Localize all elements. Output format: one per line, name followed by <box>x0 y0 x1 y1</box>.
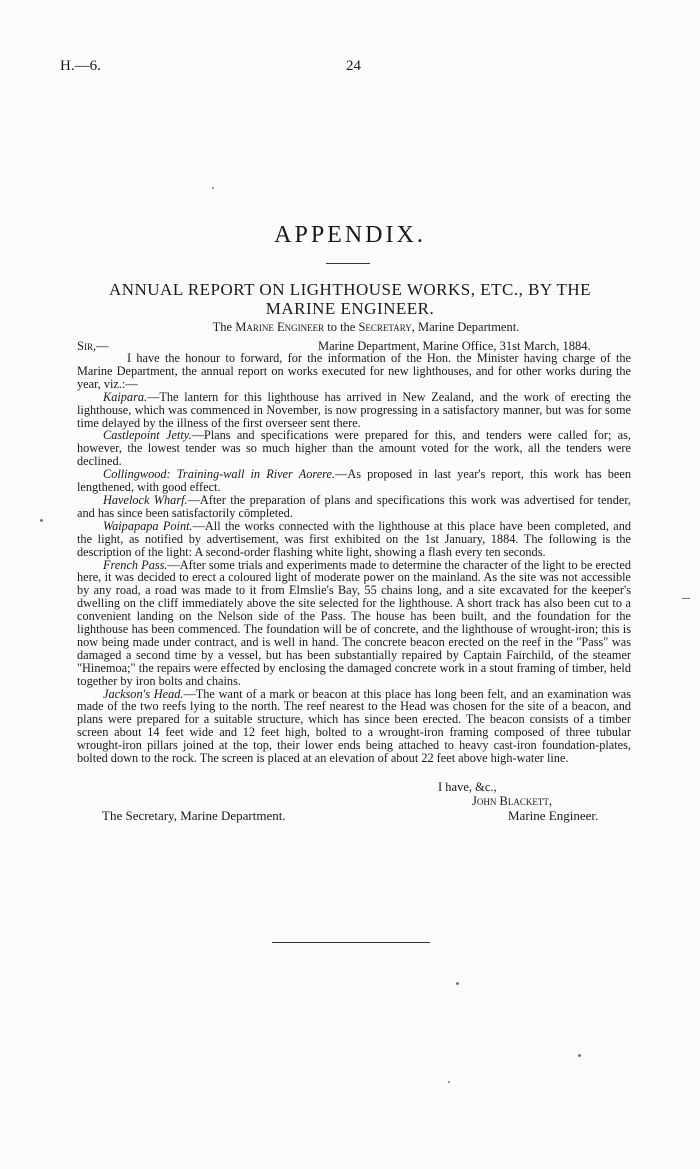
scan-speck <box>456 982 459 985</box>
address-mid: to the <box>324 320 359 334</box>
address-post: , Marine Department. <box>411 320 520 334</box>
scan-speck <box>682 598 690 599</box>
section-heading: Waipapapa Point. <box>103 518 193 533</box>
address-to: Secretary <box>358 320 412 334</box>
signatory-suffix: , <box>548 794 552 808</box>
section-text: —After some trials and experiments made to determine the character of the light to be erected here, it was decided to erect a coloured light of moderate power on the mainland. As the site was not accessible by any road, a road was made to it from Elmslie's Bay, 55 chains long, and a site excavated for the keeper's dwelling on the cliff immediately above the site selected for the lighthouse. A short track has also been cut to a convenient landing on the Nelson side of the Pass. The house has been built, and the foundation for the lighthouse has been commenced. The foundation will be of concrete, and the lighthouse of wrought-iron; this is now being made under contract, and is well in hand. The concrete beacon erected on the reef in the "Pass" was damaged a second time by a vessel, but has been substantially repaired by Captain Fairchild, of the steamer "Hinemoa;" the repairs were effected by enclosing the damaged concrete work in a stout framing of timber, held together by iron bolts and chains. <box>77 557 632 688</box>
salutation: Sir,— <box>77 339 109 353</box>
section-waipapapa <box>77 520 631 559</box>
section-jacksons-head <box>77 688 631 765</box>
signatory-last-name: Blackett <box>499 794 549 808</box>
section-heading: Jackson's Head. <box>103 686 184 701</box>
section-text: —Plans and specifications were prepared for this, and tenders were called for; as, however, the lowest tender was so much higher than the amount voted for the work, all the tenders were declined. <box>77 428 631 469</box>
address-line <box>0 320 700 335</box>
scan-speck <box>40 519 43 522</box>
report-body <box>77 352 631 765</box>
closing-addressee: The Secretary, Marine Department. <box>102 808 286 823</box>
section-text: —After the preparation of plans and specifications this work was advertised for tender, and has since been satisfactorily cōmpleted. <box>77 492 631 520</box>
section-text: —The want of a mark or beacon at this place has long been felt, and an examination was made of the two reefs lying to the north. The reef nearest to the Head was chosen for the site of a beacon, and plans were prepared for a suitable structure, which has since been erected. The beacon consists of a timber screen about 14 feet wide and 12 feet high, bolted to a wrought-iron framing composed of three tubular wrought-iron pillars joined at the top, their lower ends being attached to heavy cast-iron foundation-plates, bolted down to the rock. The screen is placed at an elevation of about 22 feet above high-water line. <box>77 686 631 766</box>
scan-speck <box>212 187 214 189</box>
section-havelock <box>77 494 631 520</box>
section-heading: Kaipara. <box>103 389 148 404</box>
intro-paragraph: I have the honour to forward, for the information of the Hon. the Minister having charge of the Marine Department, the annual report on works executed for new lighthouses, and for other works during the year, viz.:— <box>77 351 631 391</box>
title-divider <box>326 263 370 264</box>
address-pre: The <box>212 320 236 334</box>
scan-speck <box>578 1054 581 1057</box>
section-french-pass <box>77 559 631 688</box>
signatory-first-name: John <box>472 794 497 808</box>
address-from: Marine Engineer <box>235 320 325 334</box>
report-subtitle: ANNUAL REPORT ON LIGHTHOUSE WORKS, ETC., BY THE MARINE ENGINEER. <box>108 280 592 318</box>
signoff-line: I have, &c., <box>438 780 497 794</box>
dateline: Marine Department, Marine Office, 31st March, 1884. <box>318 339 591 353</box>
section-kaipara <box>77 391 631 430</box>
section-castlepoint <box>77 429 631 468</box>
section-text: —All the works connected with the lighthouse at this place have been completed, and the light, as notified by advertisement, was first exhibited on the 1st January, 1884. The following is the description of the light: A second-order flashing white light, showing a flash every ten seconds. <box>77 518 631 559</box>
section-heading: Castlepoint Jetty. <box>103 428 192 443</box>
signatory-title: Marine Engineer. <box>508 808 599 823</box>
section-text: —As proposed in last year's report, this work has been lengthened, with good effect. <box>77 467 631 495</box>
page-number: 24 <box>346 58 361 74</box>
section-collingwood <box>77 468 631 494</box>
document-code: H.—6. <box>60 58 101 74</box>
end-divider <box>272 942 430 943</box>
section-heading: French Pass. <box>103 557 168 572</box>
page-title: APPENDIX. <box>274 222 426 248</box>
section-heading: Havelock Wharf. <box>103 492 188 507</box>
section-heading: Collingwood: Training-wall in River Aorere. <box>103 467 336 482</box>
section-text: —The lantern for this lighthouse has arrived in New Zealand, and the work of erecting the lighthouse, which was commenced in November, is now progressing in a satisfactory manner, but was for some time delayed by the illness of the first overseer sent there. <box>77 389 631 430</box>
signatory-name <box>472 794 552 809</box>
scan-speck <box>448 1081 450 1083</box>
